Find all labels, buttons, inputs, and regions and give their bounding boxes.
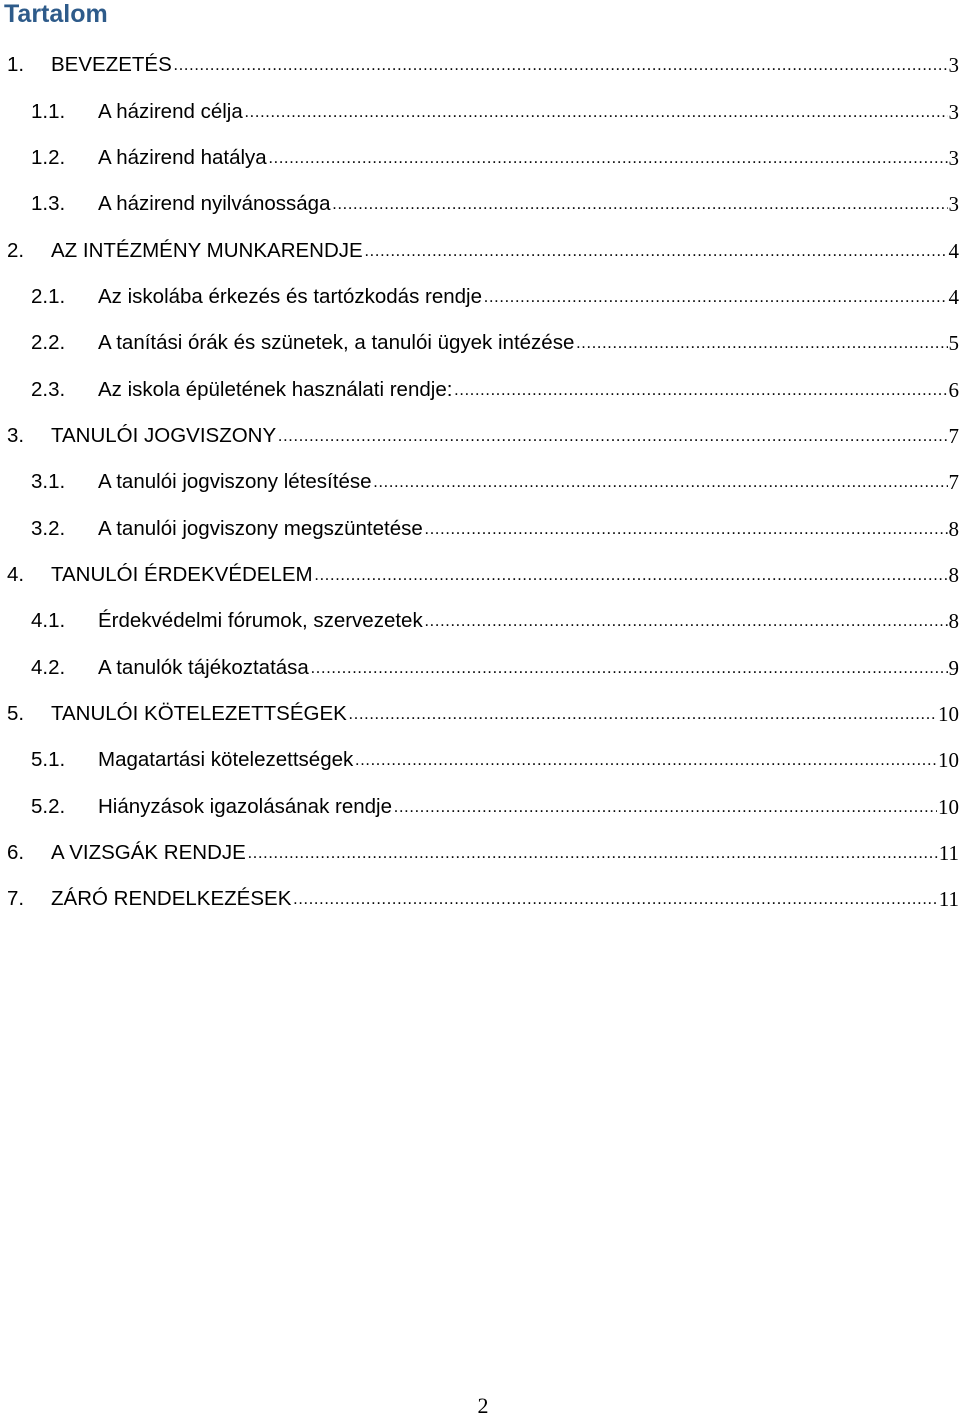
toc-entry-page: 7 [949,468,960,496]
toc-entry-label: A házirend nyilvánossága [98,190,331,218]
toc-entry-number: 5. [7,700,51,728]
toc-dot-leader [454,376,947,404]
toc-entry-label: Érdekvédelmi fórumok, szervezetek [98,607,423,635]
toc-entry-page: 8 [949,515,960,543]
toc-dot-leader [484,283,947,311]
toc-dot-leader [311,654,948,682]
toc-entry-page: 11 [939,839,960,867]
toc-dot-leader [293,885,937,913]
table-of-contents [0,42,960,923]
toc-entry-page: 3 [949,51,960,79]
toc-entry-label: TANULÓI KÖTELEZETTSÉGEK [51,700,347,728]
toc-title: Tartalom [4,0,108,30]
toc-entry-number: 7. [7,885,51,913]
toc-entry-page: 8 [949,561,960,589]
toc-entry-page: 6 [949,376,960,404]
toc-entry-label: Az iskola épületének használati rendje: [98,376,452,404]
toc-dot-leader [355,746,937,774]
toc-entry[interactable] [0,784,960,830]
toc-entry-page: 3 [949,98,960,126]
toc-entry[interactable] [0,366,960,412]
toc-entry-page: 10 [938,793,960,821]
toc-entry-number: 1.3. [31,190,98,218]
toc-entry[interactable] [0,181,960,227]
toc-entry-page: 4 [949,237,960,265]
toc-entry-number: 4.2. [31,654,98,682]
toc-entry-page: 3 [949,144,960,172]
toc-entry-label: Magatartási kötelezettségek [98,746,353,774]
toc-entry-page: 3 [949,190,960,218]
toc-entry[interactable] [0,830,960,876]
toc-entry-page: 7 [949,422,960,450]
toc-entry-number: 6. [7,839,51,867]
toc-entry-label: ZÁRÓ RENDELKEZÉSEK [51,885,291,913]
toc-entry-number: 3. [7,422,51,450]
toc-entry-number: 2. [7,237,51,265]
toc-entry-label: TANULÓI JOGVISZONY [51,422,276,450]
toc-entry[interactable] [0,691,960,737]
toc-entry[interactable] [0,88,960,134]
toc-entry[interactable] [0,413,960,459]
toc-entry[interactable] [0,274,960,320]
toc-entry-page: 10 [938,746,960,774]
toc-entry[interactable] [0,552,960,598]
toc-entry-page: 11 [939,885,960,913]
toc-dot-leader [425,515,948,543]
toc-entry-number: 2.2. [31,329,98,357]
toc-entry-number: 4. [7,561,51,589]
toc-entry[interactable] [0,598,960,644]
toc-entry-number: 4.1. [31,607,98,635]
toc-dot-leader [349,700,937,728]
toc-dot-leader [269,144,948,172]
toc-dot-leader [245,98,948,126]
toc-entry-number: 1. [7,51,51,79]
toc-entry[interactable] [0,644,960,690]
toc-dot-leader [248,839,938,867]
toc-dot-leader [374,468,948,496]
toc-dot-leader [425,607,948,635]
toc-entry-number: 3.1. [31,468,98,496]
toc-entry[interactable] [0,737,960,783]
toc-dot-leader [278,422,947,450]
toc-entry[interactable] [0,227,960,273]
toc-dot-leader [174,51,948,79]
toc-entry-page: 8 [949,607,960,635]
toc-entry[interactable] [0,876,960,922]
toc-entry-number: 1.2. [31,144,98,172]
toc-entry-number: 2.3. [31,376,98,404]
toc-entry-label: A tanítási órák és szünetek, a tanulói ügyek intézése [98,329,574,357]
toc-entry-page: 5 [949,329,960,357]
toc-entry-label: A házirend célja [98,98,243,126]
toc-entry-label: Az iskolába érkezés és tartózkodás rendje [98,283,482,311]
toc-entry[interactable] [0,459,960,505]
toc-dot-leader [394,793,937,821]
toc-dot-leader [333,190,948,218]
toc-entry[interactable] [0,42,960,88]
toc-entry-page: 10 [938,700,960,728]
toc-entry[interactable] [0,320,960,366]
toc-entry-number: 5.2. [31,793,98,821]
toc-entry-label: Hiányzások igazolásának rendje [98,793,392,821]
toc-entry-label: TANULÓI ÉRDEKVÉDELEM [51,561,313,589]
toc-entry-number: 2.1. [31,283,98,311]
page-number: 2 [0,1393,960,1419]
toc-entry-label: BEVEZETÉS [51,51,172,79]
toc-dot-leader [315,561,948,589]
toc-entry-label: A VIZSGÁK RENDJE [51,839,246,867]
toc-entry[interactable] [0,505,960,551]
toc-entry-number: 1.1. [31,98,98,126]
toc-entry[interactable] [0,135,960,181]
toc-dot-leader [576,329,947,357]
toc-entry-label: A tanulók tájékoztatása [98,654,309,682]
toc-entry-label: A tanulói jogviszony megszüntetése [98,515,423,543]
toc-entry-number: 3.2. [31,515,98,543]
toc-entry-label: A házirend hatálya [98,144,267,172]
toc-dot-leader [365,237,948,265]
toc-entry-number: 5.1. [31,746,98,774]
toc-entry-label: A tanulói jogviszony létesítése [98,468,372,496]
toc-entry-label: AZ INTÉZMÉNY MUNKARENDJE [51,237,363,265]
toc-entry-page: 9 [949,654,960,682]
toc-entry-page: 4 [949,283,960,311]
